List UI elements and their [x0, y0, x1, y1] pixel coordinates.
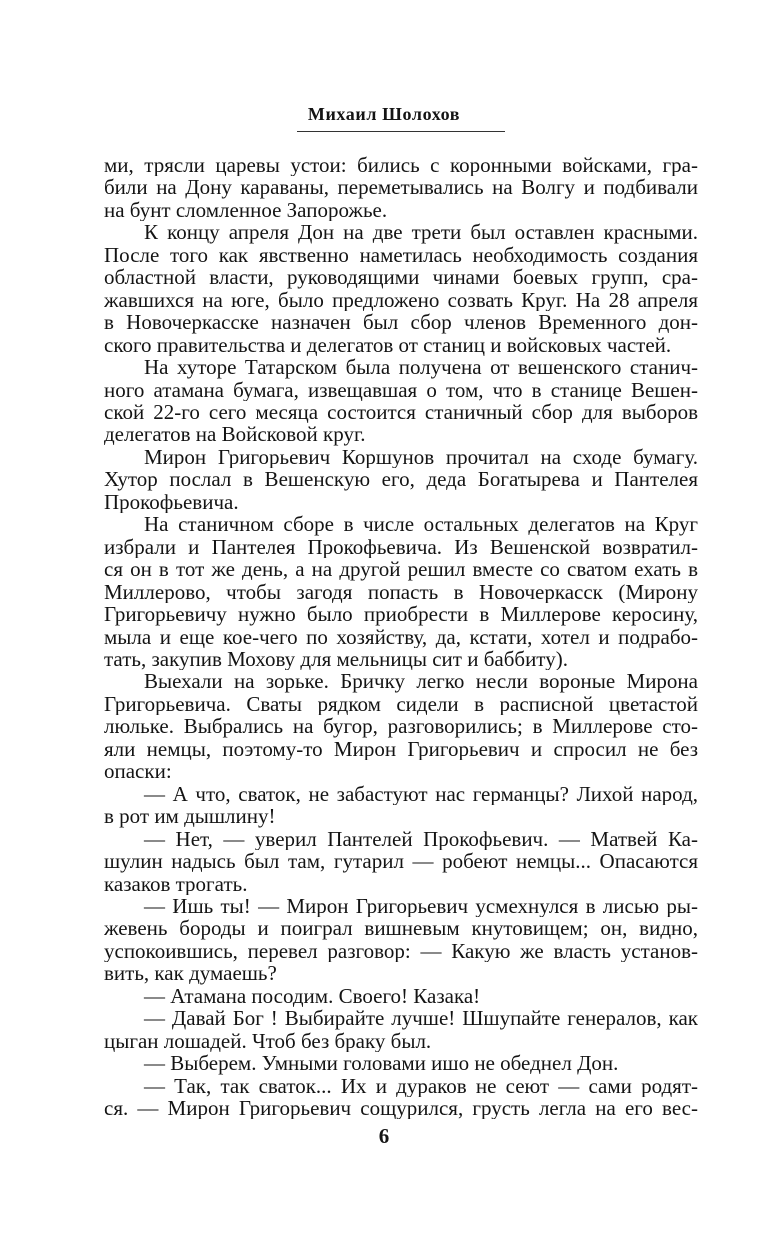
text-line: опаски:	[104, 760, 172, 783]
text-line: Прокофьевича.	[104, 490, 239, 514]
text-line: — Ишь ты! — Мирон Григорьевич усмехнулся в лисью ры-	[144, 894, 698, 918]
text-line: — Давай Бог ! Выбирайте лучше! Шшупайте генералов, как	[144, 1007, 698, 1030]
text-line: К концу апреля Дон на две трети был оставлен красными.	[144, 221, 698, 244]
text-line: успокоившись, перевел разговор: — Какую же власть установ-	[104, 939, 698, 963]
text-line: После того как явственно наметилась необходимость создания	[104, 243, 698, 267]
text-line: делегатов на Войсковой круг.	[104, 423, 366, 446]
text-line: шулин надысь был там, гутарил — робеют немцы... Опасаются	[104, 850, 698, 873]
text-line: жавшихся на юге, было предложено созвать Круг. На 28 апреля	[104, 288, 698, 312]
text-line: мыла и еще кое-чего по хозяйству, да, кстати, хотел и подрабо-	[104, 625, 698, 648]
text-line: цыган лошадей. Чтоб без браку был.	[104, 1029, 432, 1053]
text-line: На хуторе Татарском была получена от вешенского станич-	[144, 356, 698, 379]
text-line: вить, как думаешь?	[104, 962, 277, 985]
text-line: на бунт сломленное Запорожье.	[104, 198, 388, 222]
text-line: ся. — Мирон Григорьевич сощурился, грусть легла на его вес-	[104, 1097, 698, 1120]
text-line: тать, закупив Мохову для мельницы сит и баббиту).	[104, 647, 568, 671]
text-line: Мирон Григорьевич Коршунов прочитал на сходе бумагу.	[144, 445, 698, 469]
text-line: ся он в тот же день, а на другой решил вместе со сватом ехать в	[104, 558, 698, 581]
header-rule	[297, 131, 505, 132]
text-line: — А что, сваток, не забастуют нас германцы? Лихой народ,	[144, 782, 698, 806]
text-line: Миллерово, чтобы загодя попасть в Новочеркасск (Мирону	[104, 580, 698, 604]
text-line: — Так, так сваток... Их и дураков не сеют — сами родят-	[144, 1074, 698, 1098]
text-line: Григорьевича. Сваты рядком сидели в расписной цветастой	[104, 692, 698, 716]
text-line: — Выберем. Умными головами ишо не обеднел Дон.	[144, 1052, 619, 1075]
text-line: в рот им дышлину!	[104, 805, 276, 828]
text-line: На станичном сборе в числе остальных делегатов на Круг	[144, 513, 698, 536]
text-line: Выехали на зорьке. Бричку легко несли вороные Мирона	[144, 670, 698, 693]
text-line: били на Дону караваны, переметывались на Волгу и подбивали	[104, 176, 698, 199]
text-line: — Нет, — уверил Пантелей Прокофьевич. — Матвей Ка-	[144, 827, 698, 851]
text-line: Хутор послал в Вешенскую его, деда Богатырева и Пантелея	[104, 468, 698, 491]
text-line: ской 22-го сего месяца состоится станичный сбор для выборов	[104, 400, 698, 424]
text-line: ского правительства и делегатов от станиц и войсковых частей.	[104, 333, 672, 357]
text-line: казаков трогать.	[104, 872, 248, 895]
text-line: яли немцы, поэтому-то Мирон Григорьевич и спросил не без	[104, 737, 698, 761]
text-line: ного атамана бумага, извещавшая о том, что в станице Вешен-	[104, 378, 698, 401]
text-line: люльке. Выбрались на бугор, разговорились; в Миллерове сто-	[104, 715, 698, 738]
text-line: Григорьевичу нужно было приобрести в Миллерове керосину,	[104, 603, 698, 626]
text-line: — Атамана посодим. Своего! Казака!	[144, 984, 481, 1008]
page-number: 6	[378, 1124, 390, 1148]
running-header-author: Михаил Шолохов	[307, 104, 461, 124]
text-line: жевень бороды и поиграл вишневым кнутовищем; он, видно,	[104, 917, 698, 940]
text-line: избрали и Пантелея Прокофьевича. Из Вешенской возвратил-	[104, 535, 698, 559]
text-line: областной власти, руководящими чинами боевых групп, сра-	[104, 266, 698, 289]
text-line: в Новочеркасске назначен был сбор членов Временного дон-	[104, 311, 698, 334]
body-text	[104, 154, 698, 1119]
text-line: ми, трясли царевы устои: бились с коронными войсками, гра-	[104, 154, 698, 177]
